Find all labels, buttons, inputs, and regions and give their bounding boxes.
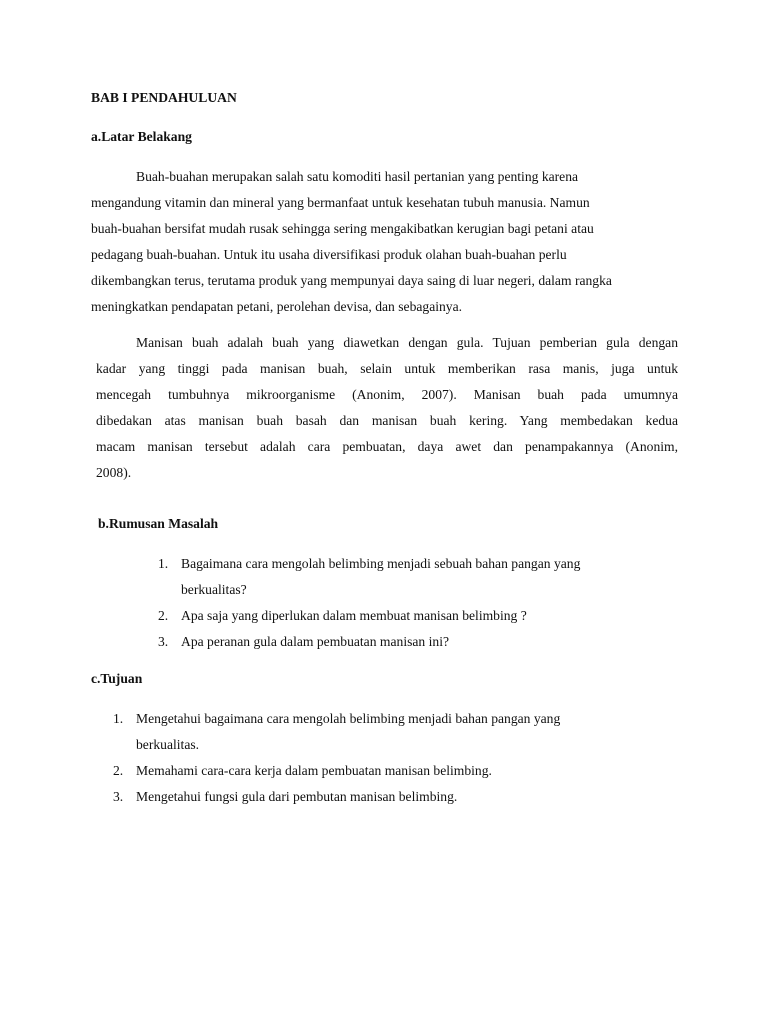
list-item (158, 551, 580, 603)
text-line: mencegah tumbuhnya mikroorganisme (Anonim, 2007). Manisan buah pada umumnya (96, 387, 678, 402)
paragraph-latar-belakang-1 (91, 164, 681, 320)
text-line: mengandung vitamin dan mineral yang bermanfaat untuk kesehatan tubuh manusia. Namun (91, 195, 590, 210)
text-line: pedagang buah-buahan. Untuk itu usaha diversifikasi produk olahan buah-buahan perlu (91, 247, 567, 262)
text-line: Manisan buah adalah buah yang diawetkan dengan gula. Tujuan pemberian gula dengan (136, 335, 678, 350)
text-line: buah-buahan bersifat mudah rusak sehingga sering mengakibatkan kerugian bagi petani atau (91, 221, 594, 236)
section-heading-latar-belakang: a.Latar Belakang (91, 129, 192, 144)
text-line: macam manisan tersebut adalah cara pembuatan, daya awet dan penampakannya (Anonim, (96, 439, 678, 454)
list-number: 3. (158, 634, 169, 649)
text-line: Buah-buahan merupakan salah satu komoditi hasil pertanian yang penting karena (136, 169, 579, 184)
text-line: dibedakan atas manisan buah basah dan manisan buah kering. Yang membedakan kedua (96, 413, 678, 428)
list-number: 2. (158, 608, 169, 623)
text-line: 2008). (96, 465, 132, 480)
list-item (158, 629, 580, 655)
text-line: kadar yang tinggi pada manisan buah, selain untuk memberikan rasa manis, juga untuk (96, 361, 678, 376)
list-rumusan-masalah (158, 551, 580, 655)
list-item-text: Memahami cara-cara kerja dalam pembuatan manisan belimbing. (136, 763, 492, 778)
list-item (113, 706, 560, 758)
list-number: 1. (113, 711, 124, 726)
paragraph-latar-belakang-2 (96, 330, 678, 486)
list-tujuan (113, 706, 560, 810)
list-item-text-continued: berkualitas? (181, 582, 247, 597)
list-item (113, 758, 560, 784)
list-item-text: Apa peranan gula dalam pembuatan manisan ini? (181, 634, 449, 649)
document-title: BAB I PENDAHULUAN (91, 90, 237, 105)
list-item (158, 603, 580, 629)
text-line: meningkatkan pendapatan petani, perolehan devisa, dan sebagainya. (91, 299, 463, 314)
list-item-text: Apa saja yang diperlukan dalam membuat manisan belimbing ? (181, 608, 527, 623)
list-item (113, 784, 560, 810)
list-item-text-continued: berkualitas. (136, 737, 200, 752)
list-number: 3. (113, 789, 124, 804)
list-number: 2. (113, 763, 124, 778)
section-heading-tujuan: c.Tujuan (91, 671, 143, 686)
section-heading-rumusan-masalah: b.Rumusan Masalah (98, 516, 219, 531)
list-number: 1. (158, 556, 169, 571)
list-item-text: Mengetahui bagaimana cara mengolah belimbing menjadi bahan pangan yang (136, 711, 561, 726)
text-line: dikembangkan terus, terutama produk yang mempunyai daya saing di luar negeri, dalam rangka (91, 273, 612, 288)
list-item-text: Mengetahui fungsi gula dari pembutan manisan belimbing. (136, 789, 458, 804)
list-item-text: Bagaimana cara mengolah belimbing menjadi sebuah bahan pangan yang (181, 556, 581, 571)
